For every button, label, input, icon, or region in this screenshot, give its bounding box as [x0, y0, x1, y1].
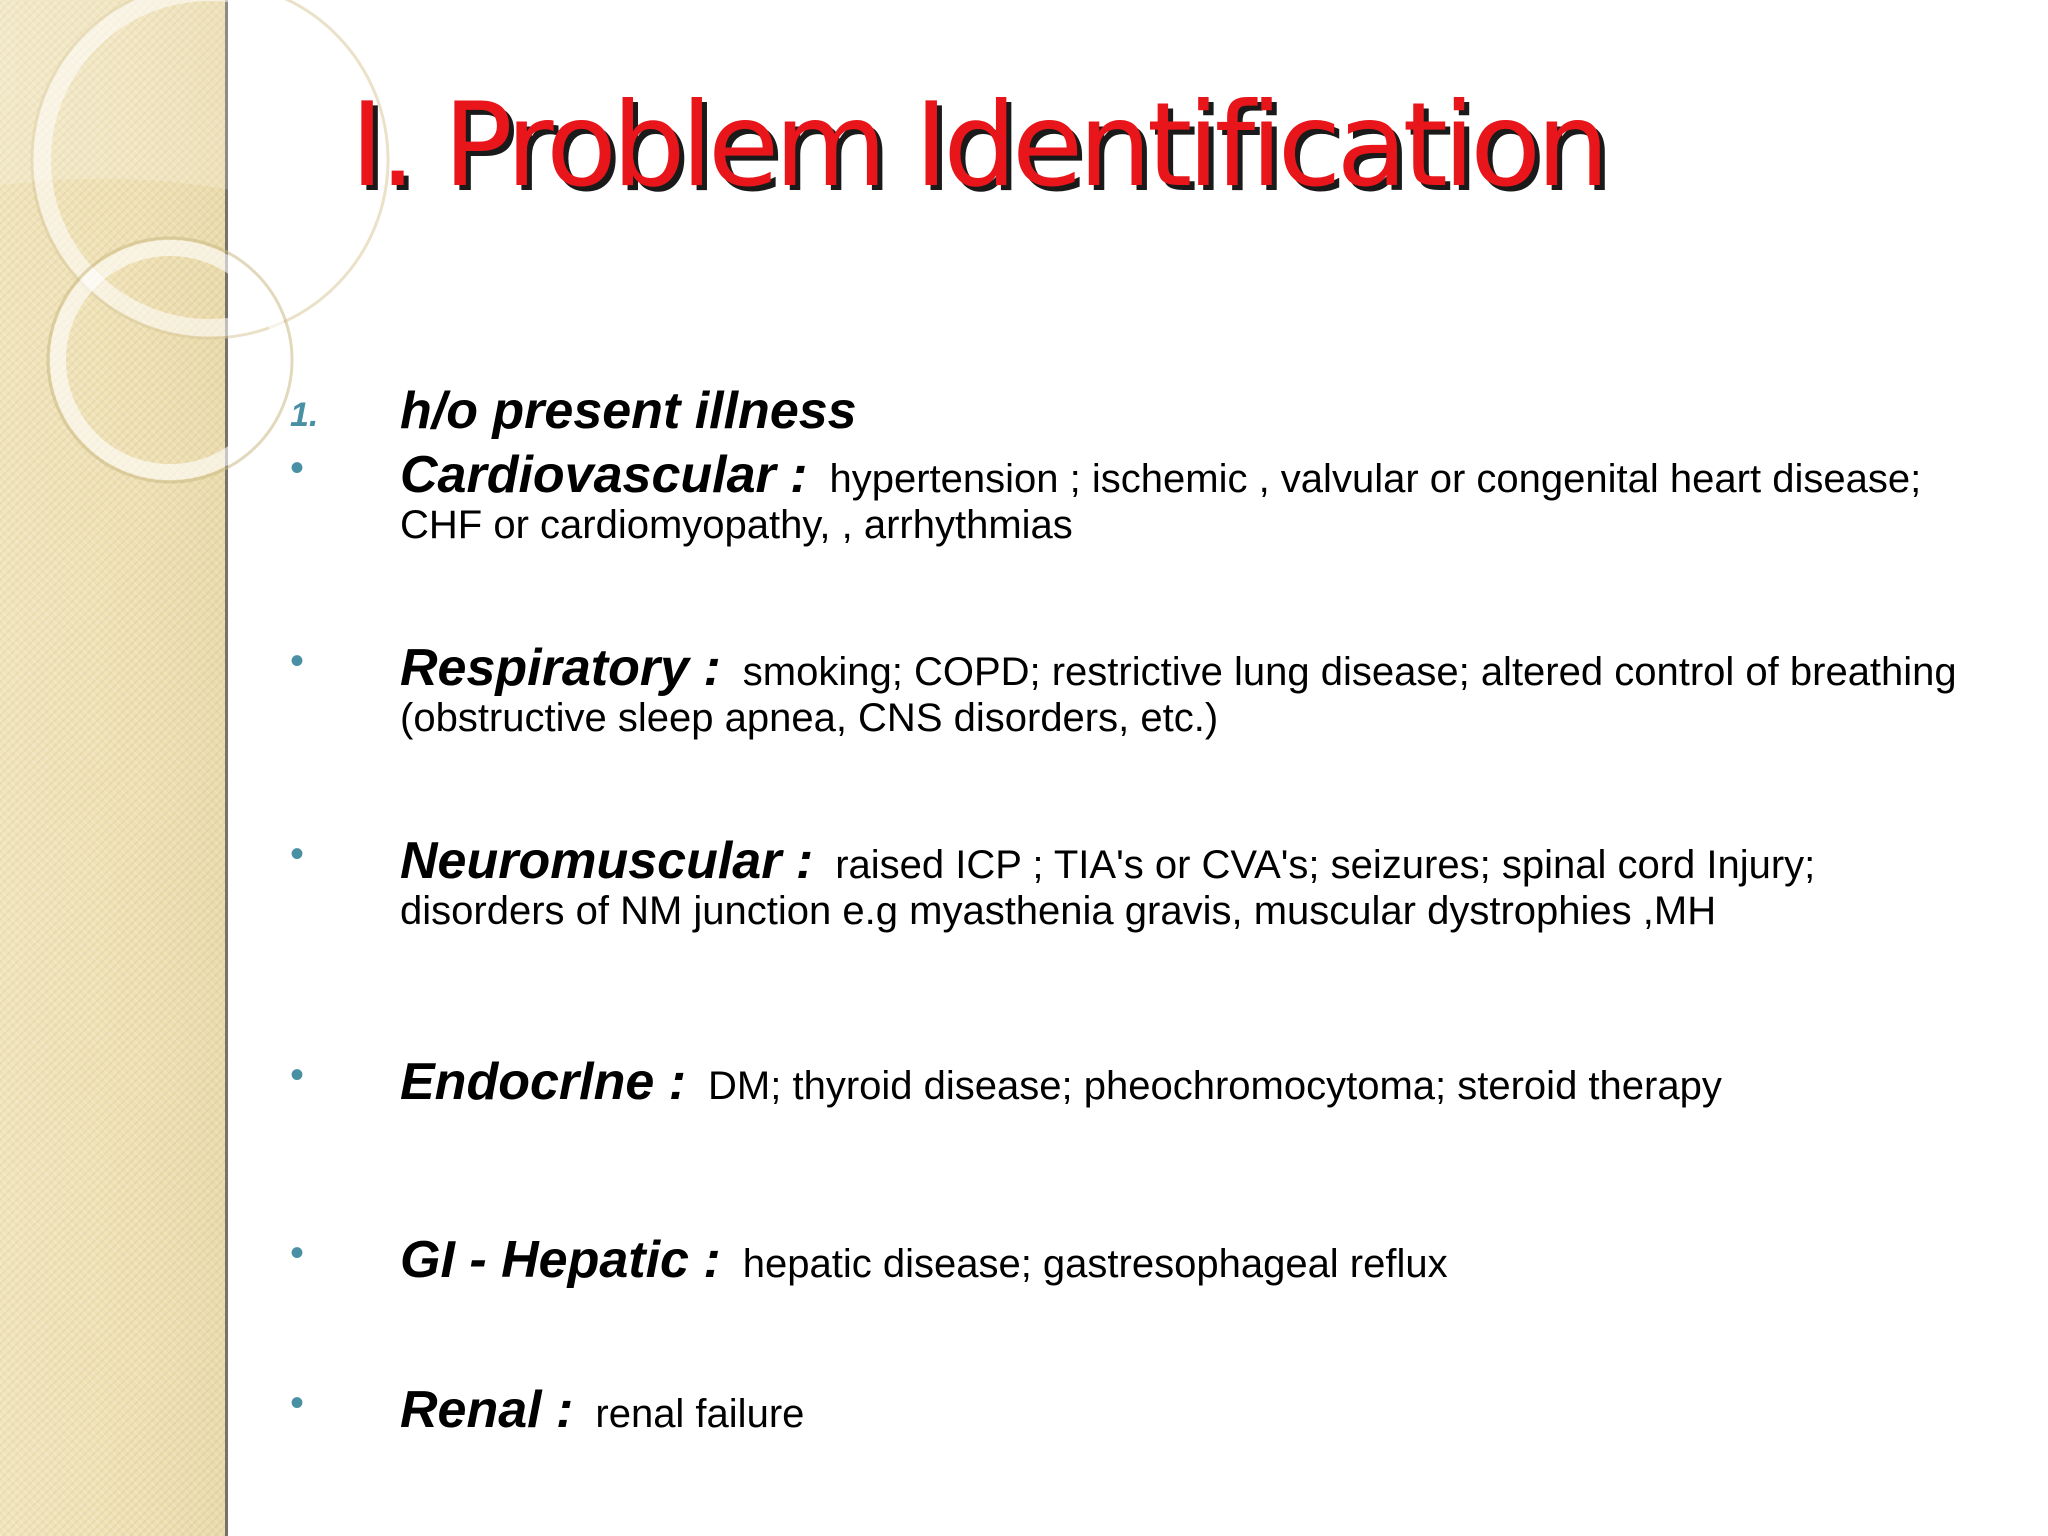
small-ring-edge: [48, 238, 292, 482]
item-heading: h/o present illness: [400, 382, 857, 440]
slide-content: [290, 382, 1990, 1437]
list-number: 1.: [290, 396, 319, 434]
item-text: raised ICP ; TIA's or CVA's; seizures; spinal cord Injury; disorders of NM junction e.g myasthenia gravis, muscular dystrophies ,MH: [400, 843, 1816, 933]
bullet-icon: •: [290, 1381, 305, 1425]
item-body: [400, 1381, 1990, 1439]
list-item-respiratory: [290, 639, 1990, 741]
list-item-neuromuscular: [290, 832, 1990, 934]
item-heading: Endocrlne :: [400, 1053, 687, 1111]
list-item-gi-hepatic: [290, 1231, 1990, 1289]
item-text: smoking; COPD; restrictive lung disease; altered control of breathing (obstructive sleep apnea, CNS disorders, etc.): [400, 650, 1957, 740]
item-heading: GI - Hepatic :: [400, 1231, 721, 1289]
item-text: hepatic disease; gastresophageal reflux: [742, 1242, 1448, 1286]
item-heading: Cardiovascular :: [400, 446, 808, 504]
item-text: DM; thyroid disease; pheochromocytoma; steroid therapy: [708, 1064, 1722, 1108]
item-heading: Neuromuscular :: [400, 832, 814, 890]
bullet-icon: •: [290, 446, 305, 490]
small-ring: [58, 248, 282, 472]
item-heading: Respiratory :: [400, 639, 721, 697]
item-body: [400, 1231, 1990, 1289]
corner-highlight: [0, 0, 230, 190]
list-item-present-illness: [290, 382, 1990, 440]
bullet-icon: •: [290, 1231, 305, 1275]
item-body: [400, 832, 1990, 934]
bullet-icon: •: [290, 832, 305, 876]
bullet-icon: •: [290, 639, 305, 683]
item-text: renal failure: [595, 1392, 805, 1436]
item-body: [400, 446, 1990, 548]
list-item-endocrine: [290, 1053, 1990, 1111]
item-heading: Renal :: [400, 1381, 574, 1439]
item-body: [400, 1053, 1990, 1111]
bullet-icon: •: [290, 1053, 305, 1097]
item-text: hypertension ; ischemic , valvular or congenital heart disease; CHF or cardiomyopathy, , arrhythmias: [400, 457, 1922, 547]
item-body: [400, 639, 1990, 741]
list-item-renal: [290, 1381, 1990, 1439]
list-item-cardiovascular: [290, 446, 1990, 548]
slide-title: I. Problem Identification: [350, 78, 1605, 213]
